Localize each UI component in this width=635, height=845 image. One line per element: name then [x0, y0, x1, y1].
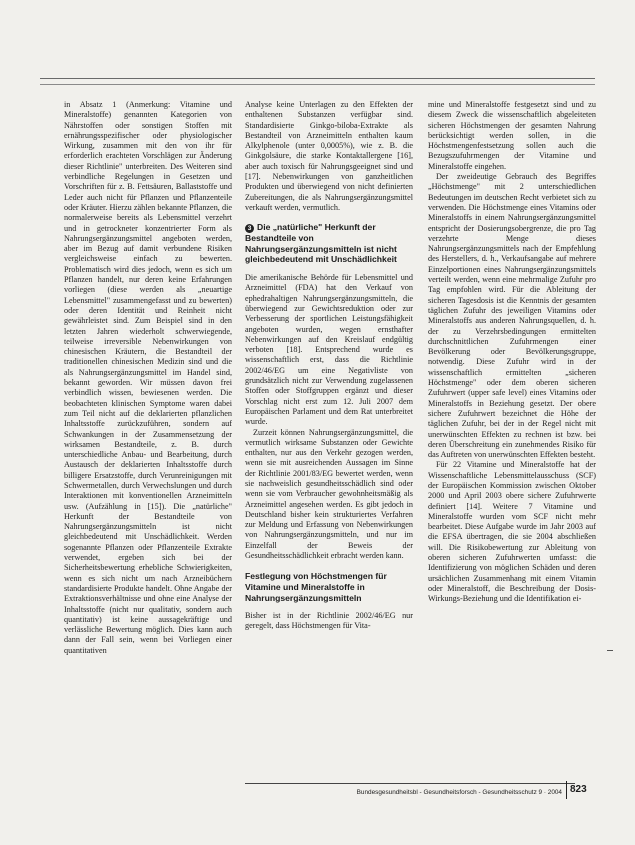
paragraph: Zurzeit können Nahrungsergänzungsmittel, die vermutlich wirksame Substanzen oder Gewichte enthalten, nur aus den Verkehr gezogen werden, wenn sie mit ausreichenden Aussagen im Sinne der Richtlinie 2001/83/EG bewertet werden, wenn sie nachweislich gesundheitsschädlich sind oder wenn sie vom Verbraucher gewohnheitsmäßig als Arzneimittel angesehen werden. Es gibt jedoch in Deutschland bisher kein strukturiertes Verfahren zur Meldung und Erfassung von Nebenwirkungen von Nahrungsergänzungsmitteln, und nur im Einzelfall der Beweis der Gesundheitsschädlichkeit erbracht werden kann. [245, 427, 413, 561]
footer-rule [245, 783, 575, 784]
paragraph: in Absatz 1 (Anmerkung: Vitamine und Mineralstoffe) genannten Kategorien von Nährstoffen oder sonstigen Stoffen mit ernährungsspezifischer oder physiologischer Wirkung, zusammen mit den von ihr für erforderlich erachteten Vorschlägen zur Änderung dieser Richtlinie" unterbreiten. Des Weiteren sind verbindliche Regelungen in Gesetzen und Vorschriften für z. B. Fettsäuren, Ballaststoffe und Leder auch nicht für Pflanzen und Pflanzenteile oder Kräuter. Hierzu zählen bekannte Pflanzen, die normalerweise bereits als Lebensmittel verzehrt und in getrockneter konzentrierter Form als Nahrungsergänzungsmittel angeboten werden, aber im Bezug auf damit verbundene Risiken vergleichsweise einfach zu bewerten. Problematisch wird dies jedoch, wenn es sich um Pflanzen handelt, nur deren keine Erfahrungen vorliegen (diese werden als „neuartige Lebensmittel" zusammengefasst und zu bewerten) oder deren Identität und Reinheit nicht gewährleistet sind. Zum Beispiel sind in den letzten Jahren wiederholt schwerwiegende, teilweise irreversible Nebenwirkungen von chinesischen Kräutern, die Bestandteil der traditionellen chinesischen Medizin sind und die als Nahrungsergänzungsmittel im Handel sind, bekannt geworden. Wir müssen davon frei verbindlich wissen, bewiesenen werden. Die beobachteten klinischen Symptome waren dabei zum Teil nicht auf die deklarierten pflanzlichen Inhaltsstoffe zurückzuführen, sondern auf Schwankungen in der Zusammensetzung der wirksamen Bestandteile, z. B. durch unterschiedliche Anbau- und Bearbeitung, durch Austausch der deklarierten Inhaltsstoffe durch billigere Ersatzstoffe, durch Verunreinigungen mit Schwermetallen, durch Verwechslungen und durch Interaktionen mit konventionellen Arzneimitteln usw. (Aufzählung in [15]). Die „natürliche" Herkunft der Bestandteile von Nahrungsergänzungsmitteln ist nicht gleichbedeutend mit Unschädlichkeit. Werden sogenannte Pflanzen oder Pflanzenteile Extrakte verwendet, ergeben sich bei der Sicherheitsbewertung erhebliche Schwierigkeiten, wenn es sich nicht um nach Arzneibüchern standardisierte Produkte handelt. Ohne Angabe der Extraktionsverhältnisse und ohne eine Analyse der Inhaltsstoffe (nicht nur qualitativ, sondern auch quantitativ) ist keine aussagekräftige und verlässliche Bewertung möglich. Dies kann auch dann der Fall sein, wenn bei Vorliegen einer quantitativen [64, 100, 232, 655]
text-column-2 [245, 100, 413, 788]
header-rule-secondary [40, 84, 595, 85]
paragraph: Für 22 Vitamine und Mineralstoffe hat der Wissenschaftliche Lebensmittelausschuss (SCF) der Europäischen Kommission zwischen Oktober 2000 und April 2003 obere sichere Zufuhrwerte definiert [14]. Weitere 7 Vitamine und Mineralstoffe wurden vom SCF nicht mehr bearbeitet. Diese Aufgabe wurde im Jahr 2003 auf die EFSA übertragen, die sie 2004 abschließen will. Die Risikobewertung zur Ableitung von oberen sicheren Zufuhrwerten umfasst: die Identifizierung von möglichen Schäden und deren ursächlichen Zusammenhang mit einem Vitamin oder Mineralstoff, die Beschreibung der Dosis-Wirkungs-Beziehung und die Identifikation ei- [428, 460, 596, 604]
section-heading [245, 222, 413, 265]
text-column-3 [428, 100, 596, 788]
section-number-badge: 3 [245, 224, 254, 233]
section-title: Die „natürliche" Herkunft der Bestandteile von Nahrungsergänzungsmitteln ist nicht gleichbedeutend mit Unschädlichkeit [245, 222, 397, 265]
paragraph: Die amerikanische Behörde für Lebensmittel und Arzneimittel (FDA) hat den Verkauf von ephedrahaltigen Nahrungsergänzungsmitteln, die überwiegend zur Gewichtsreduktion oder zur Verbesserung der sportlichen Leistungsfähigkeit angeboten wurden, wegen ernsthafter Nebenwirkungen auf den Kreislauf endgültig verboten [18]. Entsprechend wurde es wissenschaftlich erst, dass die Richtlinie 2002/46/EG um eine Negativliste von grundsätzlich nicht zur Verwendung zugelassenen Stoffen oder Stoffgruppen ergänzt und dieser Vorschlag nicht erst zum 12. Juli 2007 dem Europäischen Parlament und dem Rat unterbreitet wurde. [245, 273, 413, 427]
page-number-separator [566, 781, 567, 799]
margin-mark [607, 650, 613, 651]
header-rule [40, 78, 595, 79]
paragraph: mine und Mineralstoffe festgesetzt sind und zu diesem Zweck die wissenschaftlich abgeleiteten sicheren Höchstmengen der gesamten Nahrung berücksichtigt werden sollen, in die Höchstmengenfestsetzung sollen auch die Bezugszufuhrmengen der Vitamine und Mineralstoffe eingehen. [428, 100, 596, 171]
text-column-1 [64, 100, 232, 788]
paragraph: Der zweideutige Gebrauch des Begriffes „Höchstmenge" mit 2 unterschiedlichen Bedeutungen im deutschen Recht verbietet sich zu verwenden. Die Höchstmenge eines Vitamins oder Mineralstoffs in einem Nahrungsergänzungsmittel entspricht der Dosierungsobergrenze, die pro Tag verzehrte Menge dieses Nahrungsergänzungsmittels nach der Empfehlung des Herstellers, d. h., Verkaufsangabe auf mehrere Einzelportionen eines Nahrungsergänzungsmittels verteilt werden, wenn eine mehrmalige Zufuhr pro Tag empfohlen wird. Für die Ableitung der sicheren Tagesdosis ist die Kenntnis der gesamten täglichen Zufuhr des jeweiligen Vitamins oder Mineralstoffs aus anderen Nahrungsquellen, d. h. der zu Verzehrsbedingungen ermittelten durchschnittlichen Zufuhrmengen einer Bevölkerung oder Bevölkerungsgruppe, notwendig. Diese Zufuhr wird in der wissenschaftlich ermittelten „sicheren Höchstmenge" oder dem oberen sicheren Zufuhrwert (upper safe level) eines Vitamins oder Mineralstoffs in Beziehung gesetzt. Der obere sichere Zufuhrwert bezeichnet die Höhe der täglichen Zufuhr, bei der in der Regel nicht mit unerwünschten Effekten zu rechnen ist bzw. bei deren Überschreitung ein zunehmendes Risiko für das Auftreten von unerwünschten Effekten besteht. [428, 172, 596, 460]
paragraph: Bisher ist in der Richtlinie 2002/46/EG nur geregelt, dass Höchstmengen für Vita- [245, 611, 413, 631]
paragraph: Analyse keine Unterlagen zu den Effekten der enthaltenen Substanzen verfügbar sind. Standardisierte Ginkgo-biloba-Extrakte als Bestandteil von Arzneimitteln enthalten kaum Alkylphenole (unter 0,0005%), wie z. B. die Ginkgolsäure, die starke Kontaktallergene [16], aber auch toxisch für Nahrungsgeeignet sind und [17]. Nebenwirkungen von ganzheitlichen Produkten und überwiegend von nicht definierten Zubereitungen, die als Nahrungsergänzungsmittel verkauft werden, vermutlich. [245, 100, 413, 212]
journal-footer: Bundesgesundheitsbl - Gesundheitsforsch - Gesundheitsschutz 9 · 2004 [356, 789, 562, 796]
page-number: 823 [570, 784, 587, 795]
subsection-heading: Festlegung von Höchstmengen für Vitamine und Mineralstoffe in Nahrungsergänzungsmitteln [245, 571, 387, 603]
